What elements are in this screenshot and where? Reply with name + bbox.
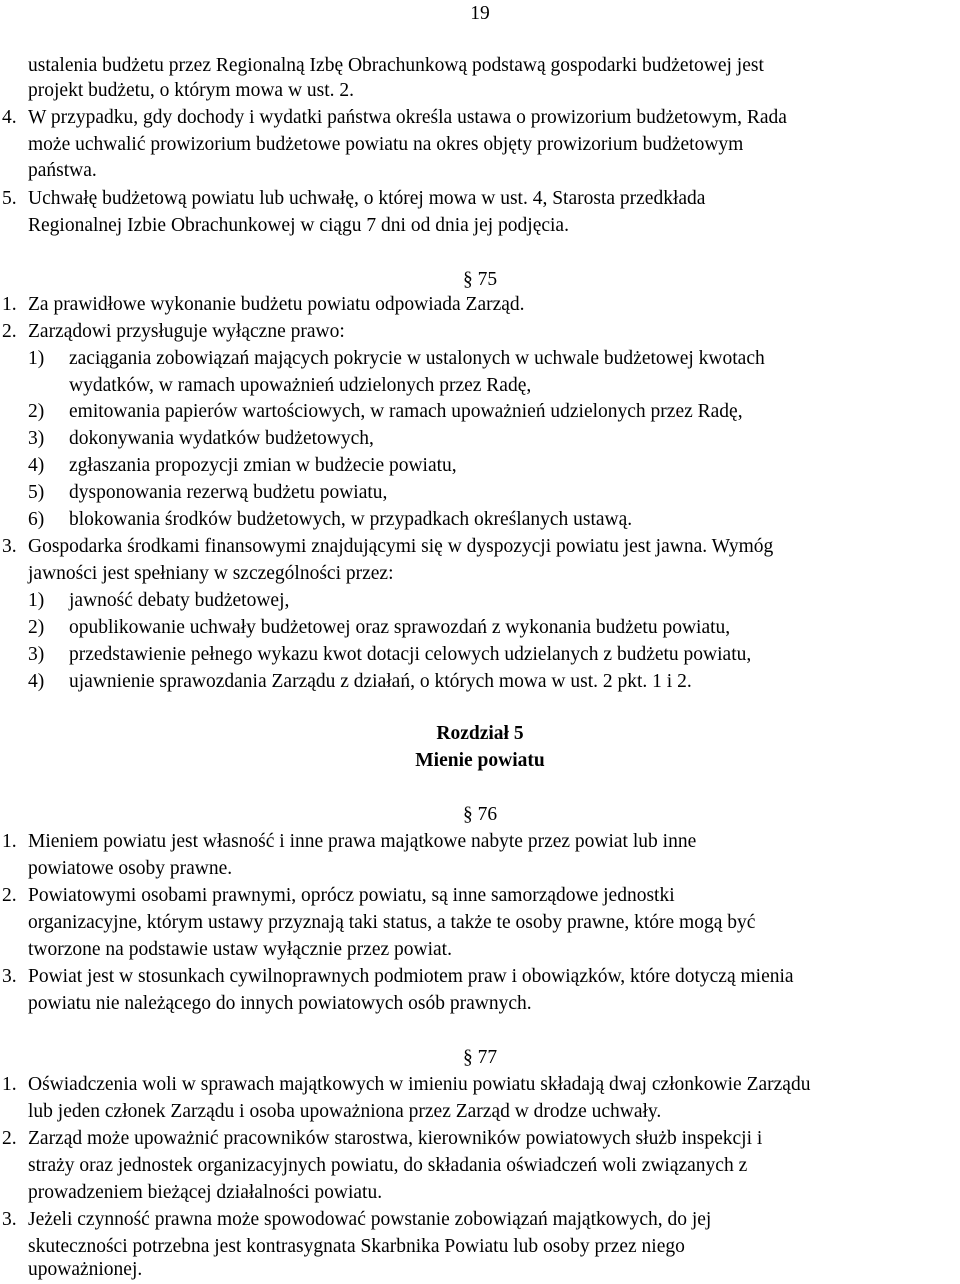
s75-sub-1-text-cont: wydatków, w ramach upoważnień udzielonych przez Radę, xyxy=(69,375,532,396)
s75-sub3-2-text: opublikowanie uchwały budżetowej oraz sprawozdań z wykonania budżetu powiatu, xyxy=(69,617,731,638)
s75-sub3-2-number: 2) xyxy=(28,617,45,638)
s75-sub-4-number: 4) xyxy=(28,455,45,476)
s75-p3-line-2: jawności jest spełniany w szczególności przez: xyxy=(28,563,394,584)
item-4-number: 4. xyxy=(2,107,17,128)
s77-p3-number: 3. xyxy=(2,1209,17,1230)
s75-sub-3-number: 3) xyxy=(28,428,45,449)
item-4-line-2: może uchwalić prowizorium budżetowe powiatu na okres objęty prowizorium budżetowym xyxy=(28,134,744,155)
s76-p3-line-2: powiatu nie należącego do innych powiatowych osób prawnych. xyxy=(28,993,532,1014)
item-5-line-1: Uchwałę budżetową powiatu lub uchwałę, o której mowa w ust. 4, Starosta przedkłada xyxy=(28,188,706,209)
s75-p1-text: Za prawidłowe wykonanie budżetu powiatu odpowiada Zarząd. xyxy=(28,294,525,315)
s77-p3-line-3: upoważnionej. xyxy=(28,1259,143,1280)
s75-sub3-4-text: ujawnienie sprawozdania Zarządu z działań, o których mowa w ust. 2 pkt. 1 i 2. xyxy=(69,671,692,692)
intro-line-2: projekt budżetu, o którym mowa w ust. 2. xyxy=(28,80,355,101)
s76-p2-line-1: Powiatowymi osobami prawnymi, oprócz powiatu, są inne samorządowe jednostki xyxy=(28,885,675,906)
item-4-line-3: państwa. xyxy=(28,160,97,181)
item-4-line-1: W przypadku, gdy dochody i wydatki państwa określa ustawa o prowizorium budżetowym, Rada xyxy=(28,107,787,128)
s76-p1-number: 1. xyxy=(2,831,17,852)
s75-sub-6-number: 6) xyxy=(28,509,45,530)
s75-p2-number: 2. xyxy=(2,321,17,342)
chapter-title: Rozdział 5 xyxy=(436,723,524,744)
s75-sub-5-number: 5) xyxy=(28,482,45,503)
s75-sub-1-text: zaciągania zobowiązań mających pokrycie w ustalonych w uchwale budżetowej kwotach xyxy=(69,348,765,369)
s77-p2-line-1: Zarząd może upoważnić pracowników starostwa, kierowników powiatowych służb inspekcji i xyxy=(28,1128,763,1149)
section-77-heading: § 77 xyxy=(462,1047,498,1068)
s77-p1-number: 1. xyxy=(2,1074,17,1095)
s75-sub3-3-number: 3) xyxy=(28,644,45,665)
s75-sub-3-text: dokonywania wydatków budżetowych, xyxy=(69,428,374,449)
s77-p2-line-3: prowadzeniem bieżącej działalności powiatu. xyxy=(28,1182,383,1203)
item-5-number: 5. xyxy=(2,188,17,209)
s75-sub3-3-text: przedstawienie pełnego wykazu kwot dotacji celowych udzielanych z budżetu powiatu, xyxy=(69,644,752,665)
s76-p1-line-2: powiatowe osoby prawne. xyxy=(28,858,233,879)
s77-p3-line-2: skuteczności potrzebna jest kontrasygnata Skarbnika Powiatu lub osoby przez niego xyxy=(28,1236,685,1257)
section-75-heading: § 75 xyxy=(462,269,498,290)
s76-p2-line-3: tworzone na podstawie ustaw wyłącznie przez powiat. xyxy=(28,939,452,960)
item-5-line-2: Regionalnej Izbie Obrachunkowej w ciągu 7 dni od dnia jej podjęcia. xyxy=(28,215,569,236)
s75-sub3-1-text: jawność debaty budżetowej, xyxy=(69,590,290,611)
s75-p1-number: 1. xyxy=(2,294,17,315)
s75-sub3-4-number: 4) xyxy=(28,671,45,692)
s76-p3-line-1: Powiat jest w stosunkach cywilnoprawnych podmiotem praw i obowiązków, które dotyczą mienia xyxy=(28,966,794,987)
s76-p2-number: 2. xyxy=(2,885,17,906)
s76-p2-line-2: organizacyjne, którym ustawy przyznają taki status, a także te osoby prawne, które mogą być xyxy=(28,912,756,933)
s77-p1-line-2: lub jeden członek Zarządu i osoba upoważniona przez Zarząd w drodze uchwały. xyxy=(28,1101,662,1122)
page-number: 19 xyxy=(470,3,490,24)
s76-p3-number: 3. xyxy=(2,966,17,987)
s77-p2-line-2: straży oraz jednostek organizacyjnych powiatu, do składania oświadczeń woli związanych z xyxy=(28,1155,748,1176)
chapter-subtitle: Mienie powiatu xyxy=(415,750,545,771)
s77-p2-number: 2. xyxy=(2,1128,17,1149)
s75-p3-number: 3. xyxy=(2,536,17,557)
s75-sub3-1-number: 1) xyxy=(28,590,45,611)
s75-sub-5-text: dysponowania rezerwą budżetu powiatu, xyxy=(69,482,388,503)
s75-sub-4-text: zgłaszania propozycji zmian w budżecie powiatu, xyxy=(69,455,457,476)
s75-sub-1-number: 1) xyxy=(28,348,45,369)
s75-p2-text: Zarządowi przysługuje wyłączne prawo: xyxy=(28,321,345,342)
intro-line-1: ustalenia budżetu przez Regionalną Izbę Obrachunkową podstawą gospodarki budżetowej jest xyxy=(28,55,764,76)
s75-sub-2-number: 2) xyxy=(28,401,45,422)
s75-sub-6-text: blokowania środków budżetowych, w przypadkach określanych ustawą. xyxy=(69,509,633,530)
s75-p3-line-1: Gospodarka środkami finansowymi znajdującymi się w dyspozycji powiatu jest jawna. Wymóg xyxy=(28,536,774,557)
s76-p1-line-1: Mieniem powiatu jest własność i inne prawa majątkowe nabyte przez powiat lub inne xyxy=(28,831,697,852)
s77-p3-line-1: Jeżeli czynność prawna może spowodować powstanie zobowiązań majątkowych, do jej xyxy=(28,1209,712,1230)
s75-sub-2-text: emitowania papierów wartościowych, w ramach upoważnień udzielonych przez Radę, xyxy=(69,401,743,422)
section-76-heading: § 76 xyxy=(462,804,498,825)
s77-p1-line-1: Oświadczenia woli w sprawach majątkowych w imieniu powiatu składają dwaj członkowie Zarządu xyxy=(28,1074,811,1095)
